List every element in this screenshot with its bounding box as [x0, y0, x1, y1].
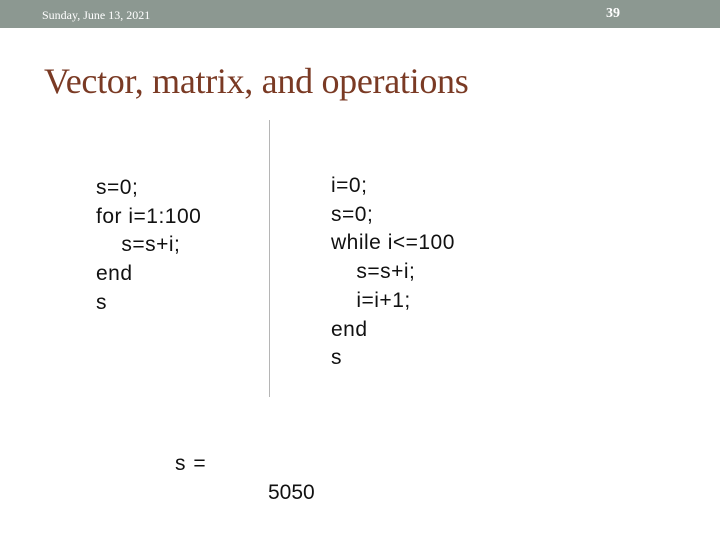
while-loop-code: i=0; s=0; while i<=100 s=s+i; i=i+1; end s [331, 174, 455, 370]
output-label: s = [175, 452, 207, 475]
for-loop-code: s=0; for i=1:100 s=s+i; end s [96, 176, 202, 314]
page-number: 39 [606, 6, 620, 21]
slide-title: Vector, matrix, and operations [44, 61, 469, 101]
header-bar [0, 0, 720, 28]
column-divider [269, 120, 270, 397]
header-date: Sunday, June 13, 2021 [42, 8, 151, 22]
output-value: 5050 [268, 481, 315, 504]
